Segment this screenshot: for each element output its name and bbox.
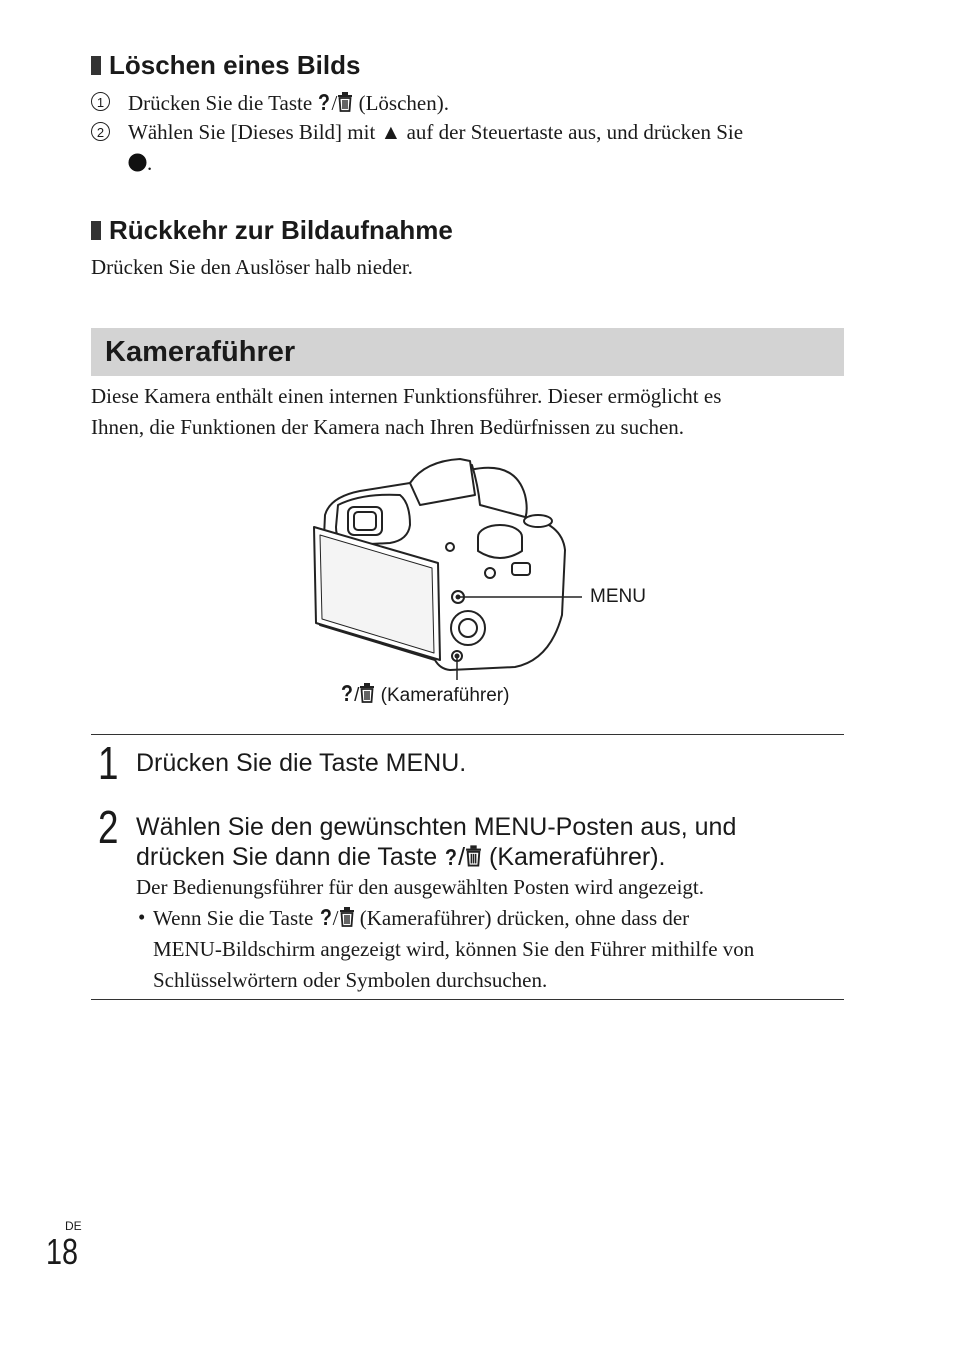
delete-step-1	[91, 87, 888, 119]
kamerafuehrer-title: Kameraführer	[105, 336, 296, 368]
bullet: •	[138, 905, 146, 929]
help-icon: ?	[341, 680, 354, 706]
step-number-2: 2	[98, 801, 119, 853]
step-text-line2	[128, 148, 152, 179]
circled-number-1-icon: 1	[91, 92, 110, 111]
circled-number-2-icon: 2	[91, 122, 110, 141]
section-marker-icon	[91, 221, 101, 240]
step-text: Wählen Sie [Dieses Bild] mit ▲ auf der Steuertaste aus, und drücken Sie	[128, 120, 744, 144]
steps-bottom-rule	[91, 999, 844, 1000]
kamerafuehrer-banner	[91, 328, 844, 376]
step-2-title-line-1: Wählen Sie den gewünschten MENU-Posten aus, und	[136, 813, 737, 841]
return-text: Drücken Sie den Auslöser halb nieder.	[91, 255, 413, 279]
steps-top-rule	[91, 734, 844, 735]
step-number-1: 1	[98, 737, 119, 789]
intro-line-1: Diese Kamera enthält einen internen Funktionsführer. Dieser ermöglicht es	[91, 384, 722, 408]
slash: /	[331, 91, 338, 115]
note-line-2: MENU-Bildschirm angezeigt wird, können Sie den Führer mithilfe von	[153, 937, 755, 961]
delete-step-2	[91, 117, 888, 175]
step-text: Wenn Sie die Taste	[153, 906, 319, 930]
section-marker-icon	[91, 56, 101, 75]
label-guide	[340, 682, 509, 707]
trash-icon	[359, 683, 375, 703]
step-text: (Löschen).	[353, 91, 449, 115]
step-text: Drücken Sie die Taste	[128, 91, 318, 115]
section-heading-delete	[91, 50, 360, 80]
slash: /	[332, 906, 339, 930]
intro-line-2: Ihnen, die Funktionen der Kamera nach Ihren Bedürfnissen zu suchen.	[91, 415, 685, 439]
heading-text: Rückkehr zur Bildaufnahme	[109, 215, 453, 245]
trash-icon	[465, 845, 482, 867]
help-icon: ?	[318, 89, 331, 115]
step-1-title: Drücken Sie die Taste MENU.	[136, 749, 467, 777]
step-text: drücken Sie dann die Taste	[136, 843, 445, 871]
camera-illustration	[300, 455, 600, 680]
slash: /	[458, 843, 466, 871]
step-2-title	[136, 812, 856, 872]
page-number: 18	[46, 1231, 79, 1272]
step-text: (Kameraführer).	[482, 843, 666, 871]
note-line-1	[136, 902, 851, 934]
help-icon: ?	[445, 844, 458, 870]
step-2-description: Der Bedienungsführer für den ausgewählten Posten wird angezeigt.	[136, 875, 704, 899]
page-language: DE	[65, 1219, 82, 1233]
section-heading-return	[91, 215, 453, 245]
step-2-title-line-2	[136, 842, 856, 872]
note-line-3: Schlüsselwörtern oder Symbolen durchsuchen.	[153, 968, 548, 992]
period: .	[147, 151, 153, 175]
step-2-note	[136, 902, 851, 996]
step-text: (Kameraführer) drücken, ohne dass der	[354, 906, 690, 930]
trash-icon	[337, 92, 353, 112]
trash-icon	[339, 907, 355, 927]
kamerafuehrer-intro	[91, 381, 851, 443]
label-menu: MENU	[590, 586, 646, 607]
guide-label-text: (Kameraführer)	[380, 685, 510, 706]
heading-text: Löschen eines Bilds	[109, 50, 361, 80]
help-icon: ?	[319, 904, 332, 930]
slash: /	[354, 685, 360, 706]
center-button-icon	[128, 153, 147, 172]
